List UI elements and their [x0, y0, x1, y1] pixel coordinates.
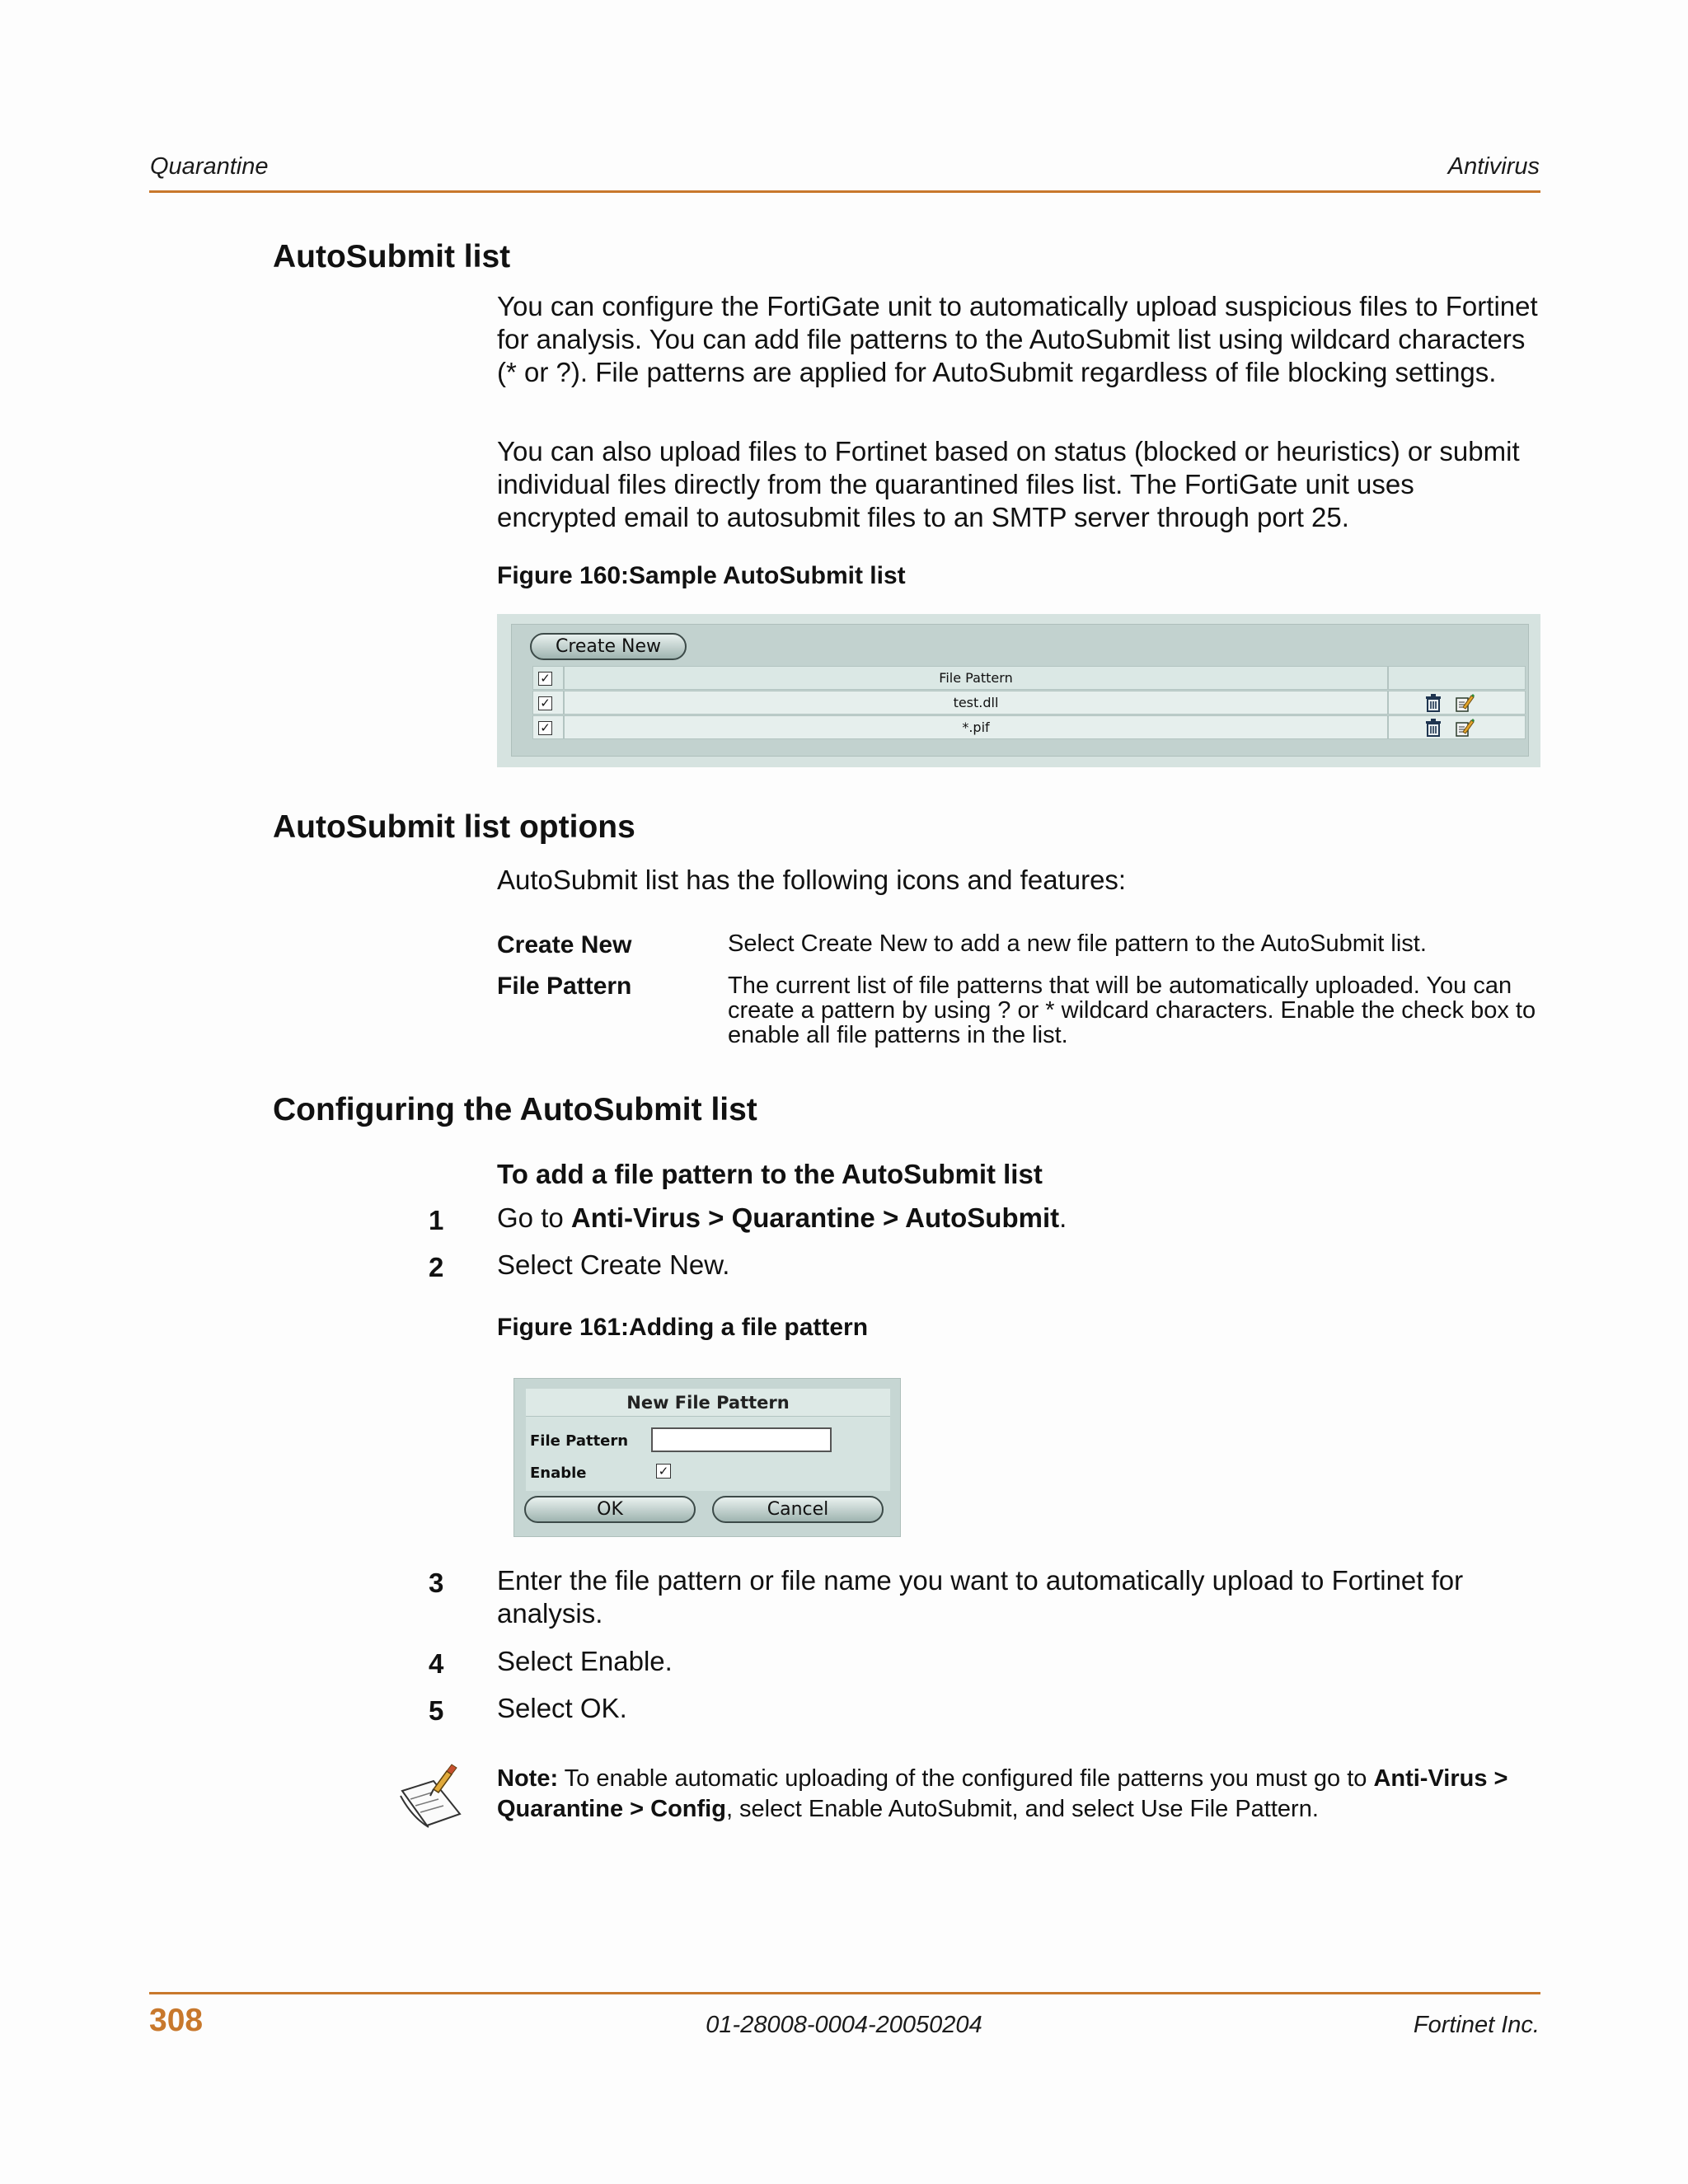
table-row: [532, 691, 1526, 715]
section-heading-options: AutoSubmit list options: [273, 809, 635, 845]
paragraph-autosubmit-2: You can also upload files to Fortinet based on status (blocked or heuristics) or submit individual files directly from the quarantined files list. The FortiGate unit uses encrypted email to autosubmit files to an SMTP server through port 25.: [497, 436, 1520, 532]
cancel-button[interactable]: Cancel: [712, 1496, 884, 1523]
file-pattern-cell: test.dll: [953, 695, 999, 710]
table-row: [532, 715, 1526, 739]
document-id: 01-28008-0004-20050204: [706, 2012, 982, 2038]
trash-icon[interactable]: [1423, 693, 1443, 713]
step-5: Select OK.: [497, 1693, 627, 1723]
file-pattern-cell: *.pif: [962, 719, 990, 735]
step-3: Enter the file pattern or file name you want to automatically upload to Fortinet for analysis.: [497, 1565, 1464, 1629]
file-pattern-label: File Pattern: [530, 1432, 629, 1450]
section-heading-configuring: Configuring the AutoSubmit list: [273, 1092, 757, 1127]
term-file-pattern: File Pattern: [497, 972, 632, 1000]
enable-checkbox[interactable]: ✓: [656, 1464, 671, 1479]
figure-161-new-file-pattern-dialog: [513, 1378, 901, 1537]
note-text: Note: To enable automatic uploading of the configured file patterns you must go to Anti-Virus > Quarantine > Config, select Enable AutoSubmit, and select Use File Pattern.: [497, 1765, 1508, 1822]
step-2: Select Create New.: [497, 1249, 730, 1280]
dialog-title: New File Pattern: [526, 1389, 890, 1417]
page-number: 308: [149, 2003, 204, 2038]
edit-icon[interactable]: [1455, 693, 1475, 713]
step-number: 1: [429, 1205, 444, 1235]
footer-rule: [149, 1992, 1540, 1994]
create-new-button[interactable]: Create New: [530, 633, 687, 660]
column-header-file-pattern: File Pattern: [939, 670, 1013, 686]
procedure-title: To add a file pattern to the AutoSubmit list: [497, 1159, 1043, 1189]
table-header-row: [532, 666, 1526, 690]
select-all-checkbox[interactable]: ✓: [538, 672, 552, 686]
definition-file-pattern: The current list of file patterns that will be automatically uploaded. You can create a pattern by using ? or * wildcard characters. Enable the check box to enable all file patterns in the list.: [728, 972, 1536, 1048]
options-intro: AutoSubmit list has the following icons and features:: [497, 865, 1127, 895]
term-create-new: Create New: [497, 931, 632, 958]
running-header-right: Antivirus: [1447, 153, 1540, 180]
enable-label: Enable: [530, 1465, 587, 1482]
step-1: Go to Anti-Virus > Quarantine > AutoSubmit.: [497, 1202, 1067, 1233]
menu-path: Anti-Virus > Quarantine > AutoSubmit: [570, 1202, 1060, 1233]
autosubmit-list-panel: [511, 624, 1529, 757]
note-menu-path: Anti-Virus > Quarantine > Config: [497, 1765, 1508, 1822]
company-name: Fortinet Inc.: [1413, 2012, 1540, 2038]
paragraph-autosubmit-1: You can configure the FortiGate unit to automatically upload suspicious files to Fortinet for analysis. You can add file patterns to the AutoSubmit list using wildcard characters (* or ?). File patterns are applied for AutoSubmit regardless of file blocking settings.: [497, 291, 1538, 387]
running-header-left: Quarantine: [150, 153, 269, 180]
figure-160-autosubmit-list: [497, 614, 1540, 767]
ok-button[interactable]: OK: [524, 1496, 696, 1523]
edit-icon[interactable]: [1455, 718, 1475, 738]
file-pattern-input[interactable]: [651, 1427, 832, 1452]
row-checkbox[interactable]: ✓: [538, 721, 552, 735]
step-number: 5: [429, 1695, 444, 1726]
figure-161-caption: Figure 161:Adding a file pattern: [497, 1314, 869, 1341]
row-checkbox[interactable]: ✓: [538, 696, 552, 710]
step-number: 3: [429, 1568, 444, 1598]
note-label: Note:: [497, 1765, 559, 1792]
figure-160-caption: Figure 160:Sample AutoSubmit list: [497, 562, 906, 589]
step-number: 4: [429, 1648, 444, 1679]
step-4: Select Enable.: [497, 1646, 673, 1676]
trash-icon[interactable]: [1423, 718, 1443, 738]
definition-create-new: Select Create New to add a new file pattern to the AutoSubmit list.: [728, 930, 1427, 957]
note-icon: [396, 1760, 467, 1830]
step-number: 2: [429, 1252, 444, 1282]
section-heading-autosubmit: AutoSubmit list: [273, 239, 511, 274]
header-rule: [149, 190, 1540, 193]
